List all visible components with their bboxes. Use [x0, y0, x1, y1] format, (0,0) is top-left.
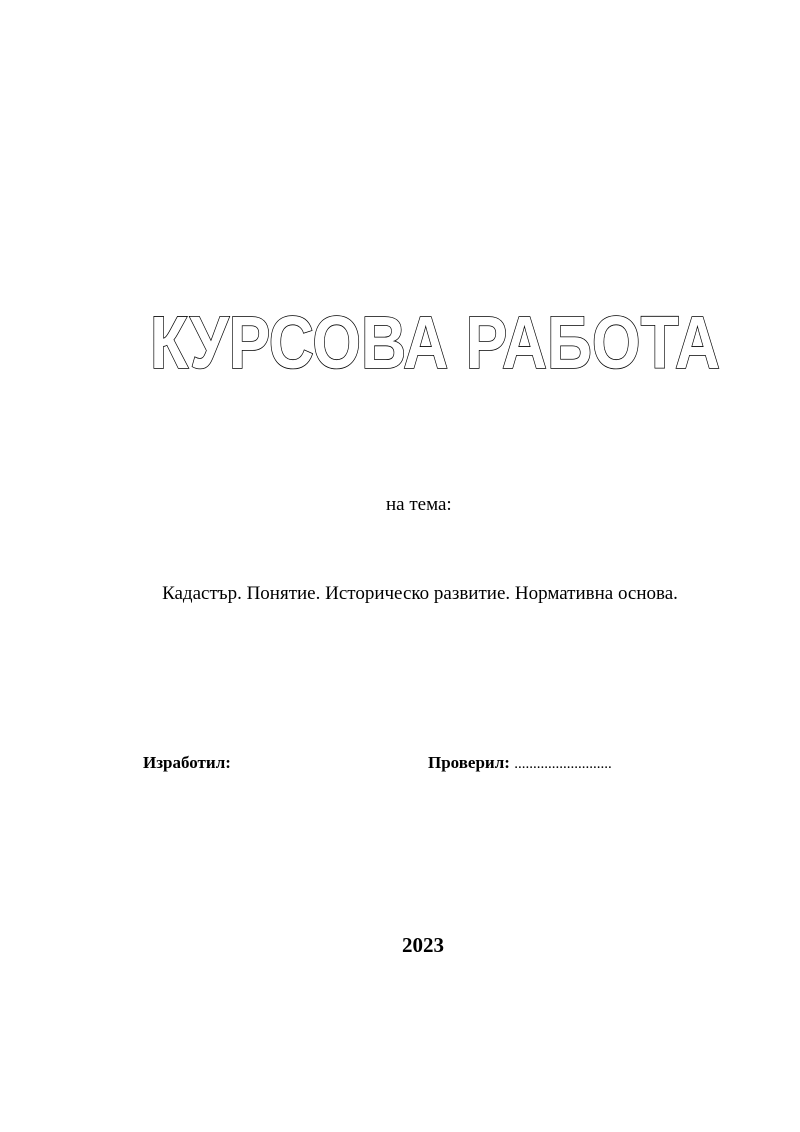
topic-text: Кадастър. Понятие. Историческо развитие. Нормативна основа. [162, 583, 678, 604]
checker-value: .......................... [514, 756, 612, 772]
checker-label: Проверил: [428, 753, 510, 772]
document-year: 2023 [402, 933, 444, 957]
document-title [140, 300, 730, 384]
topic-intro: на тема: [386, 494, 452, 515]
author-label: Изработил: [143, 753, 231, 772]
checker-line [428, 753, 612, 773]
document-title-text: КУРСОВА РАБОТА [150, 301, 720, 384]
